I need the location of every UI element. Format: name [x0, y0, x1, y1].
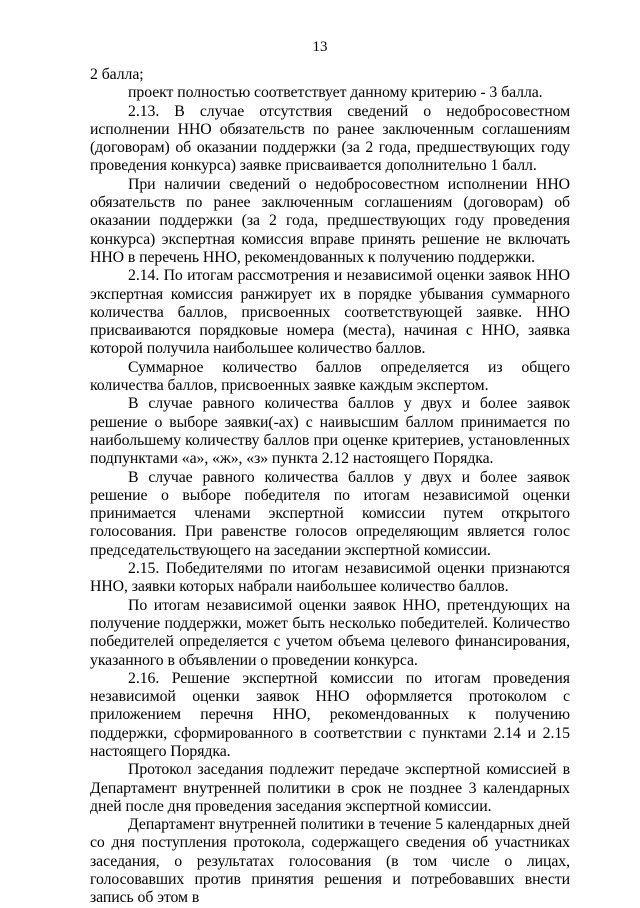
paragraph-2-15: 2.15. Победителями по итогам независимой оценки признаются ННО, заявки которых набрали наибольшее количество баллов.: [90, 560, 570, 596]
paragraph-multiple-winners: По итогам независимой оценки заявок ННО, претендующих на получение поддержки, может быть несколько победителей. Количество победителей определяется с учетом объема целевого финансирования, указанного в объявлении о проведении конкурса.: [90, 596, 570, 669]
paragraph-2-16: 2.16. Решение экспертной комиссии по итогам проведения независимой оценки заявок ННО оформляется протоколом с приложением перечня ННО, рекомендованных к получению поддержки, сформированного в соответствии с пунктами 2.14 и 2.15 настоящего Порядка.: [90, 669, 570, 760]
paragraph-protocol-transfer: Протокол заседания подлежит передаче экспертной комиссией в Департамент внутренней политики в срок не позднее 3 календарных дней после дня проведения заседания экспертной комиссии.: [90, 761, 570, 815]
paragraph-score-2: 2 балла;: [90, 66, 144, 83]
page-number: 13: [312, 39, 328, 55]
paragraph-2-13: 2.13. В случае отсутствия сведений о недобросовестном исполнении ННО обязательств по ранее заключенным соглашениям (договорам) об оказании поддержки (за 2 года, предшествующих году проведения конкурса) заявке присваивается дополнительно 1 балл.: [90, 102, 570, 175]
paragraph-score-3: проект полностью соответствует данному критерию - 3 балла.: [128, 84, 543, 102]
paragraph-2-14: 2.14. По итогам рассмотрения и независимой оценки заявок ННО экспертная комиссия ранжирует их в порядке убывания суммарного количества баллов, присвоенных соответствующей заявке. ННО присваиваются порядковые номера (места), начиная с ННО, заявка которой получила наибольшее количество баллов.: [90, 267, 570, 358]
document-body: [90, 66, 570, 908]
paragraph-department-actions: Департамент внутренней политики в течение 5 календарных дней со дня поступления протокола, содержащего сведения об участниках заседания, о результатах голосования (в том числе о лицах, голосовавших против принятия решения и потребовавших внести запись об этом в: [90, 816, 570, 907]
paragraph-equal-score-vote: В случае равного количества баллов у двух и более заявок решение о выборе победителя по итогам независимой оценки принимается членами экспертной комиссии путем открытого голосования. При равенстве голосов определяющим является голос председательствующего на заседании экспертной комиссии.: [90, 468, 570, 559]
paragraph-equal-score-criteria: В случае равного количества баллов у двух и более заявок решение о выборе заявки(-ах) с наивысшим баллом принимается по наибольшему количеству баллов при оценке критериев, установленных подпунктами «а», «ж», «з» пункта 2.12 настоящего Порядка.: [90, 395, 570, 468]
paragraph-total-score: Суммарное количество баллов определяется из общего количества баллов, присвоенных заявке каждым экспертом.: [90, 358, 570, 395]
paragraph-bad-faith-info: При наличии сведений о недобросовестном исполнении ННО обязательств по ранее заключенным соглашениям (договорам) об оказании поддержки (за 2 года, предшествующих году проведения конкурса) экспертная комиссия вправе принять решение не включать ННО в перечень ННО, рекомендованных к получению поддержки.: [90, 175, 570, 266]
